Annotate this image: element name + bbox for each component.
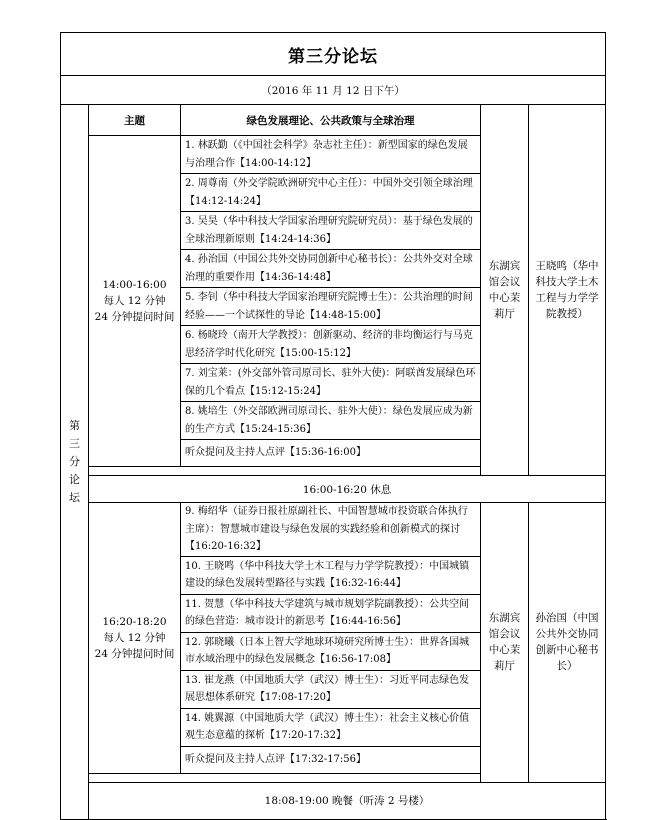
- qa-item: 听众提问及主持人点评【17:32-17:56】: [181, 746, 481, 773]
- session2-time-range: 16:20-18:20: [102, 615, 167, 628]
- dinner-row: 18:08-19:00 晚餐（听涛 2 号楼）: [89, 782, 606, 819]
- talk-item: 10. 王晓鸣（华中科技大学土木工程与力学学院教授）：中国城镇建设的绿色发展转型路径与实践【16:32-16:44】: [181, 556, 481, 594]
- forum-side-label-char: 分: [69, 454, 80, 468]
- session1-venue: 东湖宾馆会议中心茉莉厅: [481, 105, 529, 476]
- forum-side-label-text: [61, 417, 88, 507]
- page-title: 第三分论坛: [61, 33, 606, 76]
- session1-host: 王晓鸣（华中科技大学土木工程与力学学院教授）: [529, 105, 606, 476]
- forum-side-label-char: 三: [69, 436, 80, 450]
- talk-item: 5. 李钊（华中科技大学国家治理研究院博士生）：公共治理的时间经验——一个试探性的导论【14:48-15:00】: [181, 288, 481, 326]
- talk-item: 2. 周尊南（外交学院欧洲研究中心主任）：中国外交引领全球治理【14:12-14:24】: [181, 174, 481, 212]
- session2-format-line1: 每人 12 分钟: [103, 631, 166, 644]
- session2-host: 孙治国（中国公共外交协同创新中心秘书长）: [529, 503, 606, 783]
- talk-item: 4. 孙治国（中国公共外交协同创新中心秘书长）：公共外交对全球治理的重要作用【14:36-14:48】: [181, 250, 481, 288]
- session2-format-line2: 24 分钟提问时间: [94, 647, 175, 660]
- talk-item: 6. 杨晓玲（南开大学教授）：创新驱动、经济的非均衡运行与马克思经济学时代化研究【15:00-15:12】: [181, 326, 481, 364]
- session2-venue: 东湖宾馆会议中心茉莉厅: [481, 503, 529, 783]
- forum-side-label-char: 第: [69, 418, 80, 432]
- schedule-table: [60, 32, 606, 820]
- session1-format-line2: 24 分钟提问时间: [94, 311, 175, 323]
- talk-item: 12. 郭晓曦（日本上智大学地球环境研究所博士生）：世界各国城市水域治理中的绿色发展概念【16:56-17:08】: [181, 632, 481, 670]
- forum-schedule: [60, 32, 605, 820]
- session-date: （2016 年 11 月 12 日下午）: [61, 76, 606, 105]
- talk-item: 14. 姚翼源（中国地质大学（武汉）博士生）：社会主义核心价值观生态意蕴的探析【17:20-17:32】: [181, 708, 481, 746]
- session1-time: [89, 136, 181, 467]
- session1-format-line1: 每人 12 分钟: [103, 295, 166, 307]
- spacer-row: [89, 467, 481, 476]
- talk-item: 8. 姚培生（外交部欧洲司原司长、驻外大使）：绿色发展应成为新的生产方式【15:24-15:36】: [181, 402, 481, 440]
- talk-item: 3. 吴昊（华中科技大学国家治理研究院研究员）：基于绿色发展的全球治理新原则【14:24-14:36】: [181, 212, 481, 250]
- theme-label: 主题: [89, 105, 181, 136]
- session2-time: [89, 503, 181, 774]
- forum-side-label-char: 论: [69, 472, 80, 486]
- talk-item: 9. 梅绍华（证券日报社原副社长、中国智慧城市投资联合体执行主席）：智慧城市建设与绿色发展的实践经验和创新模式的探讨【16:20-16:32】: [181, 503, 481, 557]
- theme-value: 绿色发展理论、公共政策与全球治理: [181, 105, 481, 136]
- talk-item: 7. 刘宝莱：(外交部外管司原司长、驻外大使)：阿联酋发展绿色环保的几个看点【15:12-15:24】: [181, 364, 481, 402]
- talk-item: 11. 贺慧（华中科技大学建筑与城市规划学院副教授）：公共空间的绿色营造：城市设计的新思考【16:44-16:56】: [181, 594, 481, 632]
- forum-side-label-char: 坛: [69, 490, 80, 504]
- qa-item: 听众提问及主持人点评【15:36-16:00】: [181, 440, 481, 467]
- talk-item: 1. 林跃勤（《中国社会科学》杂志社主任）：新型国家的绿色发展与治理合作【14:00-14:12】: [181, 136, 481, 174]
- break-row: 16:00-16:20 休息: [89, 476, 606, 503]
- talk-item: 13. 崔龙燕（中国地质大学（武汉）博士生）：习近平同志绿色发展思想体系研究【17:08-17:20】: [181, 670, 481, 708]
- session1-time-range: 14:00-16:00: [102, 279, 167, 291]
- spacer-row: [89, 773, 481, 782]
- forum-side-label: [61, 105, 89, 820]
